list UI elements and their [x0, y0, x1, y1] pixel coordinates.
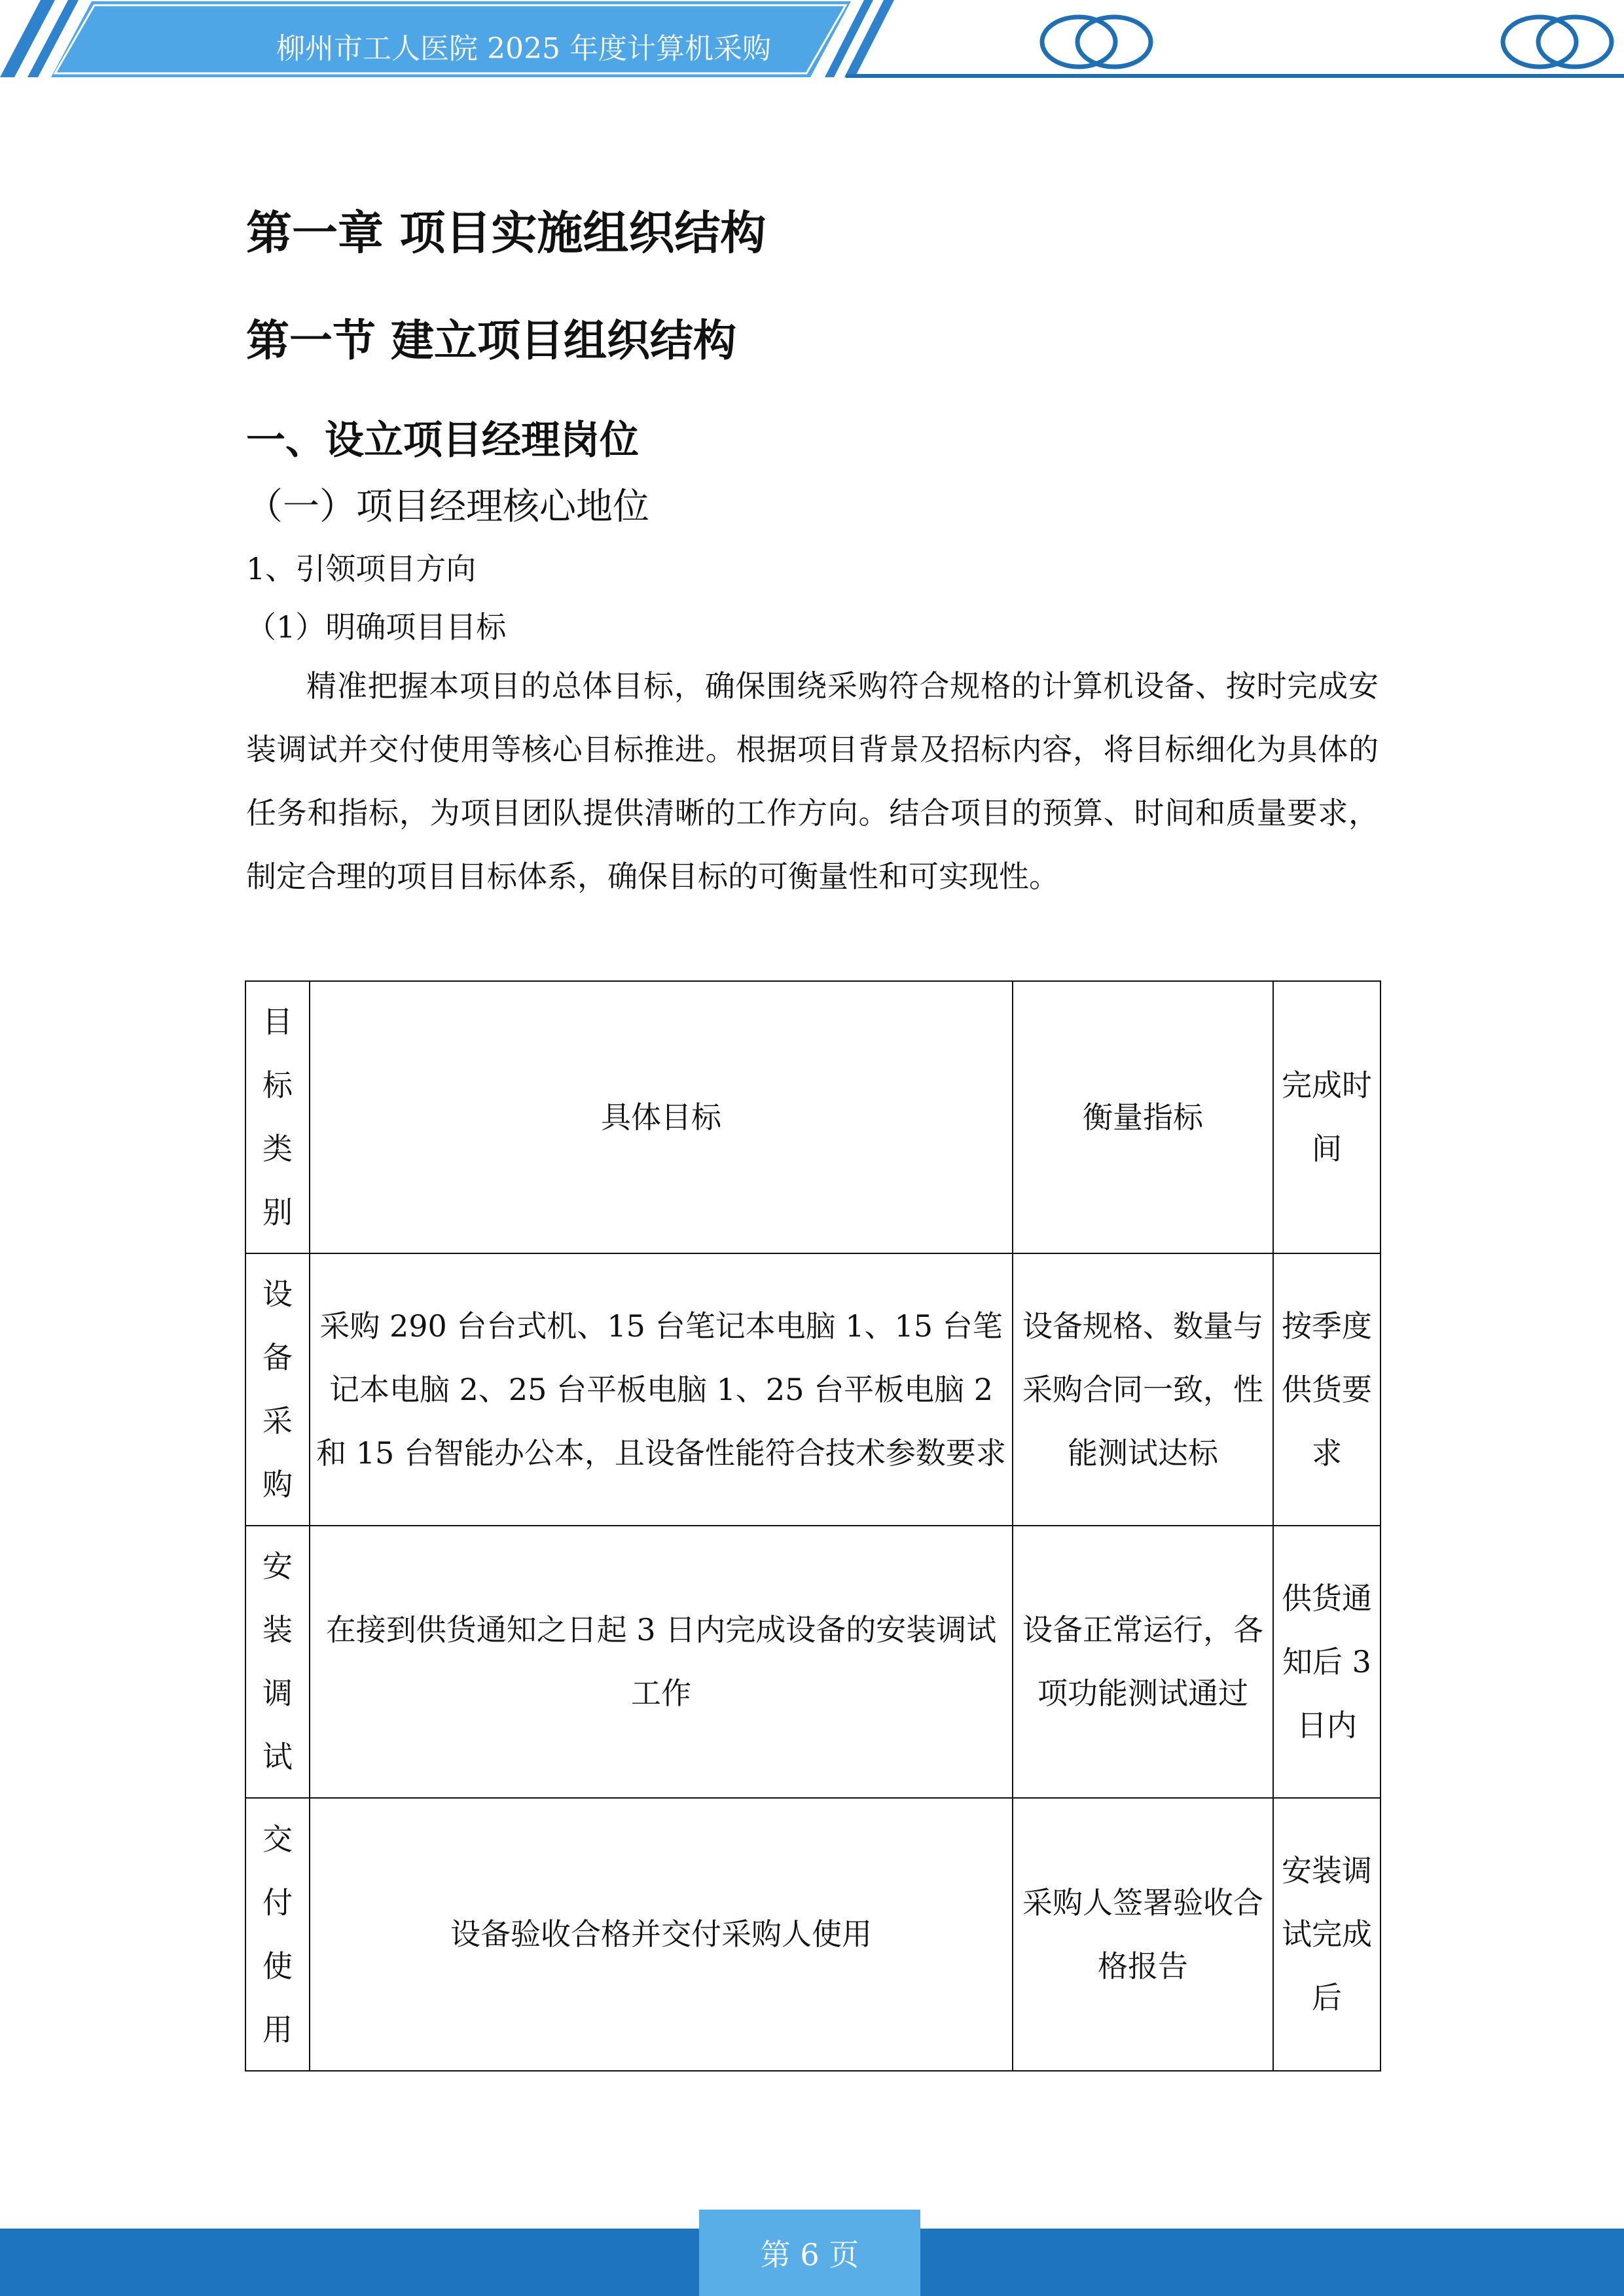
table-header-row [245, 981, 1380, 1253]
table-row [245, 1798, 1380, 2071]
subsection-title: 一、设立项目经理岗位 [246, 418, 639, 463]
table-cell: 设备规格、数量与采购合同一致，性能测试达标 [1013, 1253, 1273, 1526]
table-cell: 供货通知后 3 日内 [1273, 1526, 1380, 1798]
sub-subsection-title: （一）项目经理核心地位 [246, 486, 649, 528]
chapter-title: 第一章 项目实施组织结构 [246, 206, 767, 260]
rings-logo-icon [1034, 12, 1159, 72]
rings-logo-icon [1495, 12, 1619, 72]
table-header-cell: 具体目标 [310, 981, 1013, 1253]
table-row [245, 1526, 1380, 1798]
table-row [245, 1253, 1380, 1526]
table-cell: 交付使用 [245, 1798, 310, 2071]
header-title: 柳州市工人医院 2025 年度计算机采购 [276, 32, 771, 65]
table-cell: 设备正常运行，各项功能测试通过 [1013, 1526, 1273, 1798]
body-paragraph: 精准把握本项目的总体目标，确保围绕采购符合规格的计算机设备、按时完成安装调试并交付使用等核心目标推进。根据项目背景及招标内容，将目标细化为具体的任务和指标，为项目团队提供清晰的工作方向。结合项目的预算、时间和质量要求，制定合理的项目目标体系，确保目标的可衡量性和可实现性。 [246, 668, 1379, 894]
page-number: 第 6 页 [699, 2210, 920, 2296]
table-cell: 安装调试完成后 [1273, 1798, 1380, 2071]
table-cell: 按季度供货要求 [1273, 1253, 1380, 1526]
goals-table [245, 980, 1381, 2072]
table-header-cell: 衡量指标 [1013, 981, 1273, 1253]
table-cell: 采购 290 台台式机、15 台笔记本电脑 1、15 台笔记本电脑 2、25 台平板电脑 1、25 台平板电脑 2 和 15 台智能办公本，且设备性能符合技术参数要求 [310, 1253, 1013, 1526]
section-title: 第一节 建立项目组织结构 [246, 315, 736, 366]
table-cell: 在接到供货通知之日起 3 日内完成设备的安装调试工作 [310, 1526, 1013, 1798]
table-cell: 安装调试 [245, 1526, 310, 1798]
sub-item-heading: （1）明确项目目标 [246, 609, 507, 645]
table-cell: 采购人签署验收合格报告 [1013, 1798, 1273, 2071]
table-header-cell: 目标类别 [245, 981, 310, 1253]
table-header-cell: 完成时间 [1273, 981, 1380, 1253]
table-cell: 设备采购 [245, 1253, 310, 1526]
item-heading: 1、引领项目方向 [246, 551, 477, 586]
table-cell: 设备验收合格并交付采购人使用 [310, 1798, 1013, 2071]
